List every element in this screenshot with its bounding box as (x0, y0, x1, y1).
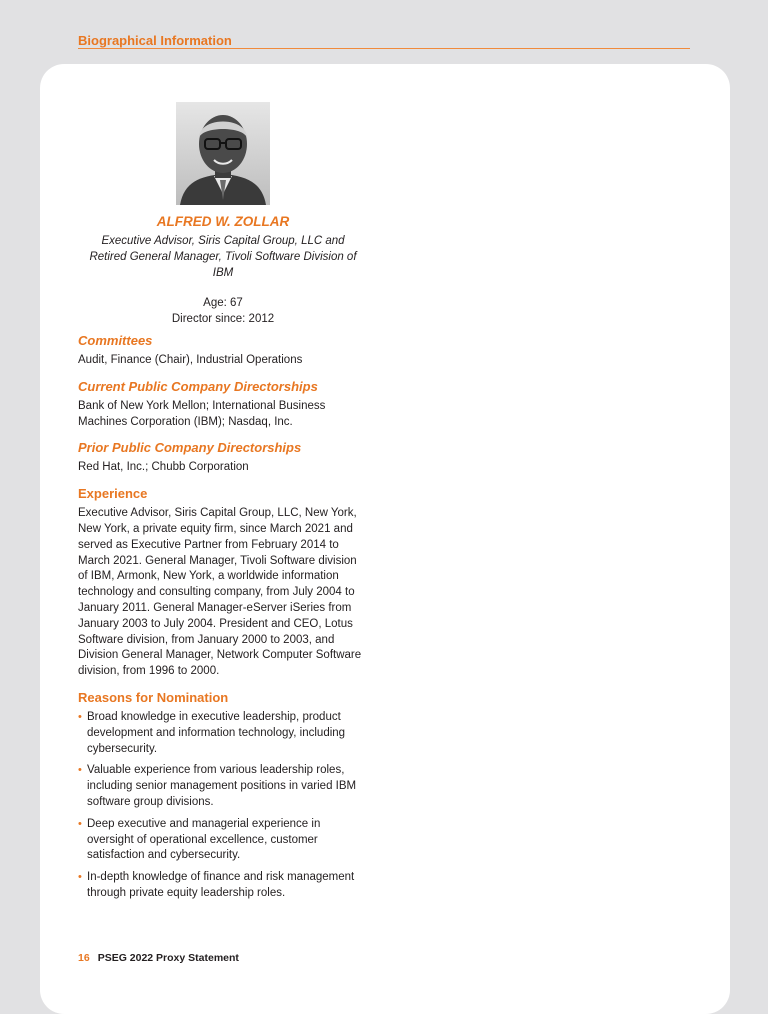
reason-text: Deep executive and managerial experience in oversight of operational excellence, customer satisfaction and cybersecurity. (87, 817, 321, 862)
committees-heading: Committees (78, 333, 153, 348)
current-directorships-heading: Current Public Company Directorships (78, 378, 318, 394)
director-since: Director since: 2012 (171, 313, 275, 325)
document-title: PSEG 2022 Proxy Statement (97, 952, 239, 964)
prior-directorships-heading: Prior Public Company Directorships (78, 440, 302, 456)
reason-text: Valuable experience from various leadership roles, including senior management positions in varied IBM software group divisions. (87, 764, 357, 808)
list-item (78, 817, 368, 864)
section-title: Biographical Information (78, 33, 232, 48)
list-item (78, 870, 368, 902)
section-header (78, 32, 690, 49)
reasons-section (78, 690, 368, 902)
experience-text: Executive Advisor, Siris Capital Group, LLC, New York, New York, a private equity firm, since March 2021 and served as Executive Partner from February 2014 to March 2021. General Manager, Tivoli Software division of IBM, Armonk, New York, a worldwide information technology and consulting company, from July 2004 to January 2011. General Manager-eServer iSeries from January 2003 to July 2004. President and CEO, Lotus Software division, from January 2000 to 2003, and Division General Manager, Network Computer Software division, from 1996 to 2000. (78, 507, 362, 678)
list-item (78, 710, 368, 757)
portrait-photo-icon (176, 102, 270, 205)
bullet-icon: • (78, 764, 82, 777)
committees-section (78, 333, 368, 369)
list-item (78, 763, 368, 810)
director-title-line-1: Executive Advisor, Siris Capital Group, LLC and (101, 235, 345, 247)
bullet-icon: • (78, 817, 82, 830)
reasons-heading: Reasons for Nomination (78, 689, 229, 705)
director-age: Age: 67 (203, 297, 243, 309)
page-number: 16 (78, 952, 90, 964)
page-footer (78, 951, 239, 965)
reason-text: Broad knowledge in executive leadership, product development and information technology, including cybersecurity. (87, 710, 346, 755)
director-title-line-2: Retired General Manager, Tivoli Software Division of IBM (89, 251, 357, 279)
reason-text: In-depth knowledge of finance and risk management through private equity leadership roles. (87, 871, 355, 899)
director-title (78, 233, 368, 281)
experience-heading: Experience (78, 486, 148, 502)
director-meta (78, 295, 368, 327)
committees-text: Audit, Finance (Chair), Industrial Operations (78, 354, 303, 366)
director-photo (176, 102, 270, 205)
current-directorships-text: Bank of New York Mellon; International Business Machines Corporation (IBM); Nasdaq, Inc. (78, 399, 326, 428)
director-name: ALFRED W. ZOLLAR (156, 214, 290, 229)
reasons-list (78, 710, 368, 902)
bullet-icon: • (78, 871, 82, 884)
prior-directorships-text: Red Hat, Inc.; Chubb Corporation (78, 461, 249, 474)
director-details (78, 333, 368, 912)
experience-section (78, 486, 368, 680)
director-profile (78, 214, 368, 327)
current-directorships-section (78, 379, 368, 431)
prior-directorships-section (78, 440, 368, 476)
bullet-icon: • (78, 710, 82, 723)
